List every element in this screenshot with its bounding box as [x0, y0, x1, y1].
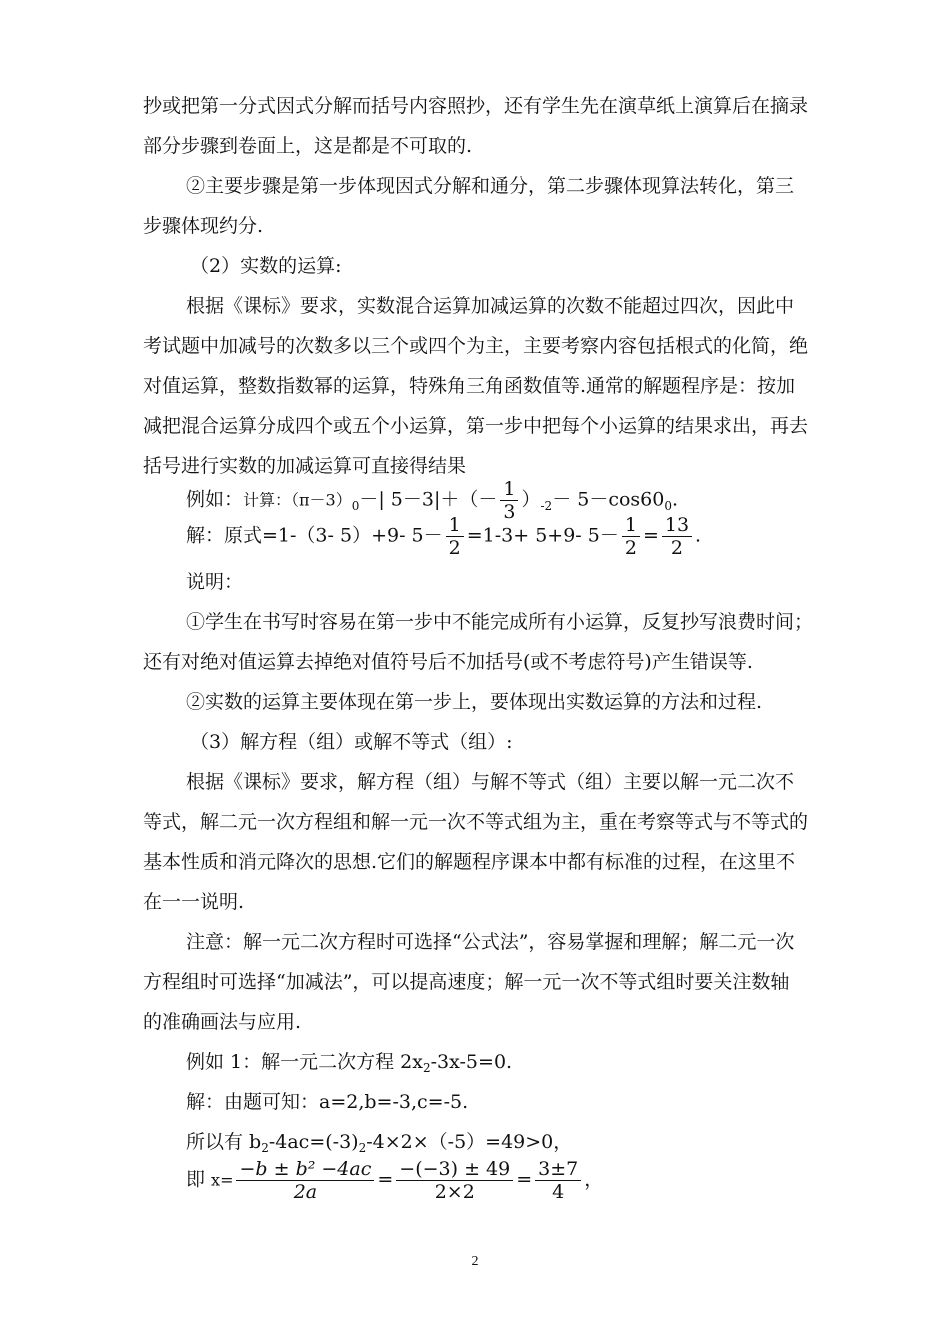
- fraction-numerator: −(−3) ± 49: [396, 1158, 513, 1181]
- paragraph-line: 的准确画法与应用.: [143, 1011, 302, 1033]
- fraction-numerator: 1: [446, 514, 464, 537]
- expression-part: 例如 1：解一元二次方程 2x: [186, 1051, 423, 1073]
- paragraph-line: 在一一说明.: [143, 891, 245, 913]
- fraction: [535, 1158, 581, 1203]
- expression-end: .: [695, 524, 702, 547]
- paragraph-line: 部分步骤到卷面上，这是都是不可取的.: [143, 135, 473, 157]
- fraction: [396, 1158, 513, 1203]
- exponent: 0: [664, 498, 672, 513]
- equals-sign: =: [516, 1168, 533, 1191]
- fraction: [236, 1158, 374, 1203]
- solution-line: 解：由题可知：a=2,b=-3,c=-5.: [186, 1091, 469, 1113]
- paragraph-line: 注意：解一元二次方程时可选择“公式法”，容易掌握和理解；解二元一次: [186, 931, 795, 953]
- example-line: [186, 1050, 813, 1076]
- expression-part: 即: [186, 1168, 212, 1191]
- fraction-numerator: 1: [500, 478, 518, 501]
- paragraph-line: 根据《课标》要求，实数混合运算加减运算的次数不能超过四次，因此中: [186, 295, 795, 317]
- example-calc: 计算：（π－3）: [243, 490, 352, 510]
- paragraph-line: ①学生在书写时容易在第一步中不能完成所有小运算，反复抄写浪费时间；: [186, 611, 814, 633]
- paragraph-line: 根据《课标》要求，解方程（组）与解不等式（组）主要以解一元二次不: [186, 771, 795, 793]
- fraction: [662, 514, 692, 559]
- paragraph-line: 减把混合运算分成四个或五个小运算，第一步中把每个小运算的结果求出，再去: [143, 415, 809, 437]
- fraction-denominator: 2a: [293, 1181, 318, 1203]
- expression-part: ）: [521, 488, 541, 511]
- fraction-numerator: 1: [622, 514, 640, 537]
- fraction-denominator: 3: [503, 501, 516, 523]
- expression-part: -3x-5=0.: [430, 1051, 513, 1073]
- fraction-denominator: 2: [448, 537, 461, 559]
- paragraph-line: 基本性质和消元降次的思想.它们的解题程序课本中都有标准的过程，在这里不: [143, 851, 796, 873]
- exponent: 2: [261, 1141, 269, 1155]
- exponent: 0: [351, 498, 360, 513]
- section-heading: （2）实数的运算:: [190, 255, 342, 277]
- discriminant-line: [186, 1130, 813, 1156]
- paragraph-line: 抄或把第一分式因式分解而括号内容照抄，还有学生先在演草纸上演算后在摘录: [143, 95, 809, 117]
- expression-part: －| 5－3|＋（－: [359, 488, 498, 511]
- paragraph-line: 等式，解二元一次方程组和解一元一次不等式组为主，重在考察等式与不等式的: [143, 811, 809, 833]
- example-prefix: 例如：: [186, 488, 244, 511]
- paragraph-line: 方程组时可选择“加减法”，可以提高速度；解一元一次不等式组时要关注数轴: [143, 971, 790, 993]
- paragraph-line: 步骤体现约分.: [143, 215, 264, 237]
- expression-part: -4ac=(-3): [268, 1131, 359, 1153]
- fraction-numerator: −b ± b² −4ac: [236, 1158, 374, 1181]
- fraction-denominator: 2: [670, 537, 683, 559]
- page-number: 2: [471, 1254, 479, 1269]
- fraction: [622, 514, 640, 559]
- fraction: [446, 514, 464, 559]
- fraction-denominator: 2: [624, 537, 637, 559]
- expression-part: =1-3+ 5+9- 5－: [466, 524, 619, 547]
- expression-part: 所以有 b: [186, 1131, 262, 1153]
- root-formula-line: [186, 1158, 813, 1203]
- note-label: 说明：: [186, 571, 244, 593]
- paragraph-line: 对值运算，整数指数幂的运算，特殊角三角函数值等.通常的解题程序是：按加: [143, 375, 796, 397]
- paragraph-line: 考试题中加减号的次数多以三个或四个为主，主要考察内容包括根式的化简，绝: [143, 335, 809, 357]
- paragraph-line: ②主要步骤是第一步体现因式分解和通分，第二步骤体现算法转化，第三: [186, 175, 795, 197]
- paragraph-line: 还有对绝对值运算去掉绝对值符号后不加括号(或不考虑符号)产生错误等.: [143, 651, 753, 673]
- exponent: 2: [358, 1141, 367, 1155]
- fraction-denominator: 2×2: [434, 1181, 475, 1203]
- exponent: 2: [422, 1061, 431, 1075]
- expression-part: x=: [211, 1170, 234, 1190]
- expression-part: － 5－cos60: [552, 488, 665, 511]
- paragraph-line: ②实数的运算主要体现在第一步上，要体现出实数运算的方法和过程.: [186, 691, 763, 713]
- fraction-numerator: 13: [662, 514, 692, 537]
- exponent: -2: [540, 498, 553, 513]
- section-heading: （3）解方程（组）或解不等式（组）:: [190, 731, 513, 753]
- equals-sign: =: [642, 524, 659, 547]
- solution-line: [186, 514, 813, 559]
- fraction-denominator: 4: [552, 1181, 565, 1203]
- expression-end: ，: [584, 1168, 604, 1191]
- fraction-numerator: 3±7: [535, 1158, 581, 1181]
- expression-end: .: [671, 488, 679, 511]
- expression-part: 解：原式=1-（3- 5）+9- 5－: [186, 524, 443, 547]
- expression-part: -4×2×（-5）=49>0，: [366, 1131, 573, 1153]
- equals-sign: =: [377, 1168, 394, 1191]
- paragraph-line: 括号进行实数的加减运算可直接得结果: [143, 455, 467, 477]
